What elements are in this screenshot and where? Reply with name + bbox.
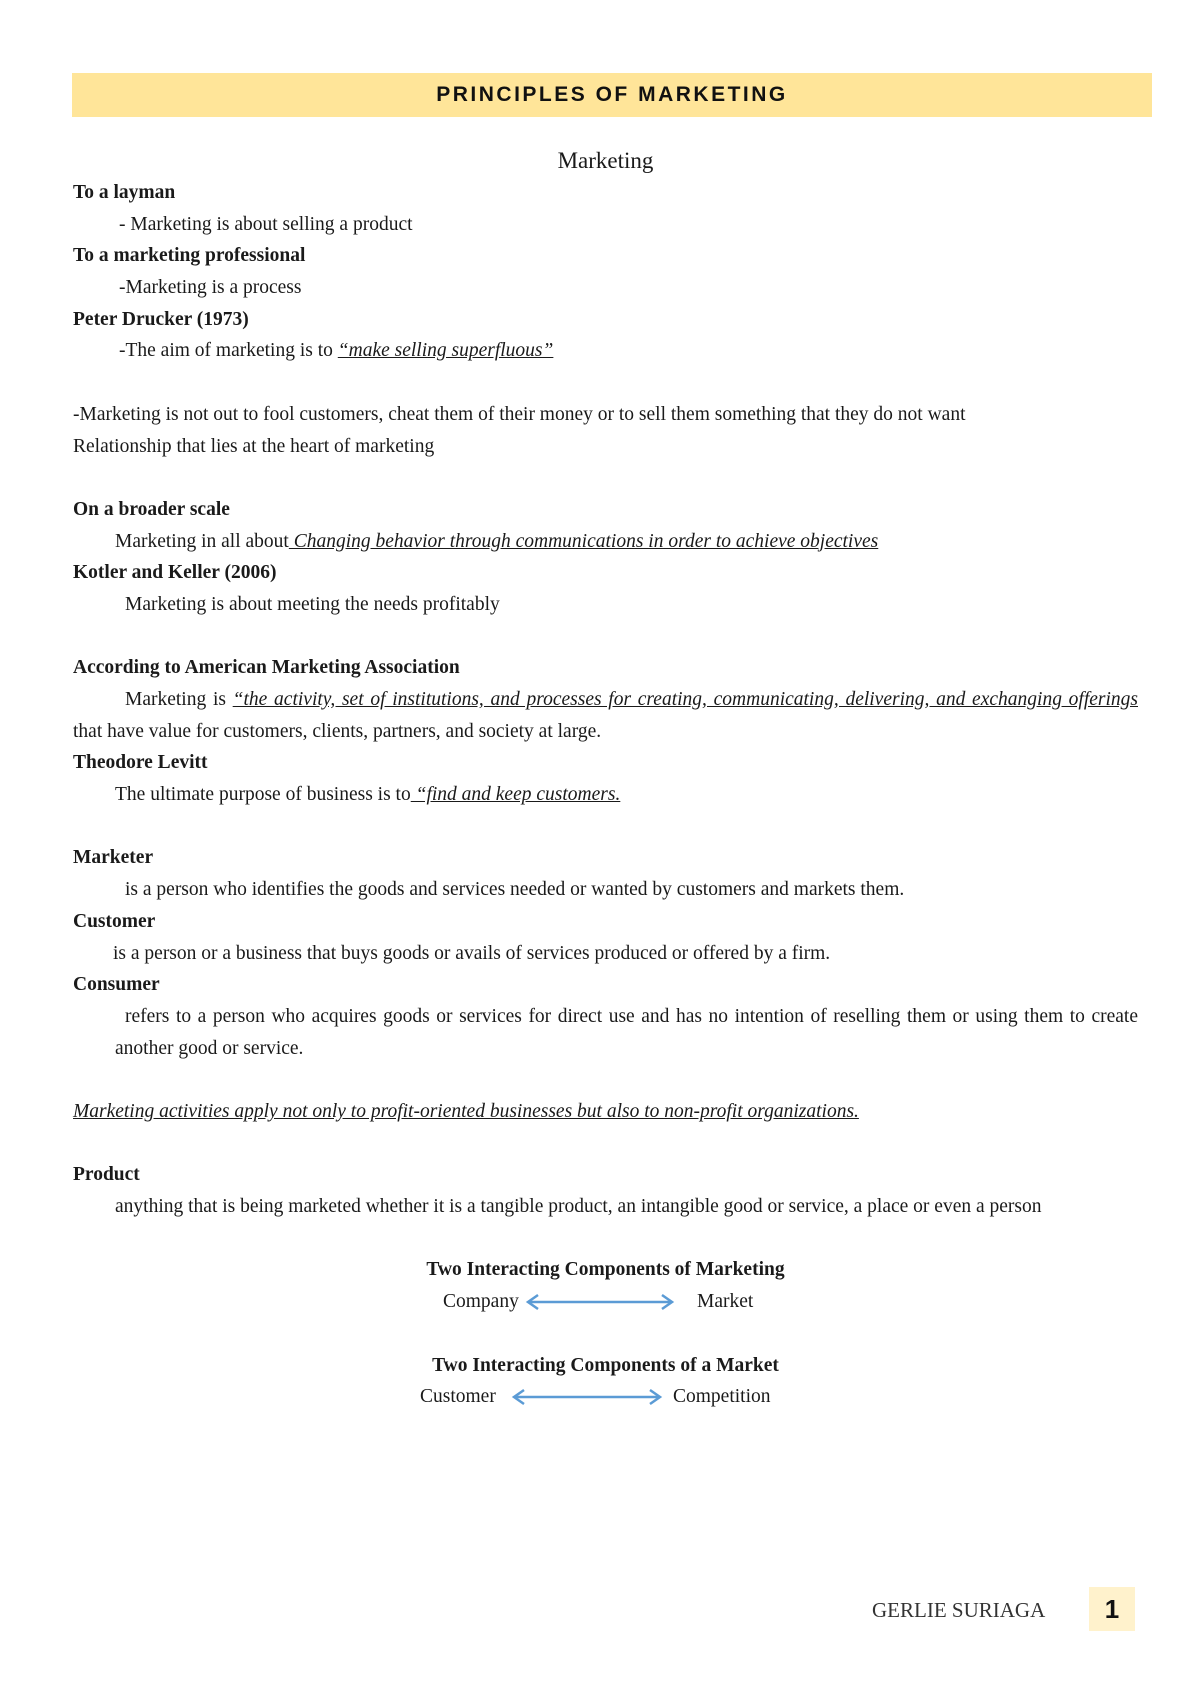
ama-heading: According to American Marketing Association bbox=[73, 657, 460, 679]
drucker-quote: “make selling superfluous” bbox=[337, 340, 554, 362]
components-market-diagram bbox=[73, 1381, 1138, 1413]
kotler-text: Marketing is about meeting the needs profitably bbox=[125, 593, 500, 615]
marketer-text: is a person who identifies the goods and services needed or wanted by customers and markets them. bbox=[125, 879, 905, 901]
spacer bbox=[73, 621, 1138, 653]
levitt-quote: “find and keep customers. bbox=[410, 784, 621, 806]
levitt-heading: Theodore Levitt bbox=[73, 752, 208, 774]
spacer bbox=[73, 462, 1138, 494]
company-label: Company bbox=[443, 1291, 519, 1313]
not-fool-line-2: Relationship that lies at the heart of marketing bbox=[73, 435, 435, 457]
spacer bbox=[73, 1223, 1138, 1255]
broader-emphasis: Changing behavior through communications in order to achieve objectives bbox=[288, 530, 879, 552]
broader-text-lead: Marketing in all about bbox=[115, 530, 289, 552]
professional-heading: To a marketing professional bbox=[73, 245, 306, 267]
market-label: Market bbox=[697, 1291, 754, 1313]
ama-text-tail: that have value for customers, clients, partners, and society at large. bbox=[73, 720, 602, 742]
spacer bbox=[73, 1318, 1138, 1350]
customer-heading: Customer bbox=[73, 910, 156, 932]
marketer-heading: Marketer bbox=[73, 847, 154, 869]
spacer bbox=[73, 1064, 1138, 1096]
components-market-heading: Two Interacting Components of a Market bbox=[432, 1354, 779, 1376]
kotler-heading: Kotler and Keller (2006) bbox=[73, 562, 277, 584]
broader-heading: On a broader scale bbox=[73, 498, 230, 520]
consumer-heading: Consumer bbox=[73, 974, 160, 996]
footer-author: GERLIE SURIAGA bbox=[872, 1598, 1046, 1622]
layman-heading: To a layman bbox=[73, 182, 176, 203]
components-marketing-diagram bbox=[73, 1286, 1138, 1318]
header-band bbox=[72, 73, 1152, 117]
page-header-title: PRINCIPLES OF MARKETING bbox=[436, 83, 788, 106]
nonprofit-note: Marketing activities apply not only to profit-oriented businesses but also to non-profit organizations. bbox=[73, 1101, 859, 1122]
ama-text bbox=[73, 684, 1138, 747]
spacer bbox=[73, 811, 1138, 843]
document-title: Marketing bbox=[557, 148, 654, 173]
drucker-text-lead: -The aim of marketing is to bbox=[119, 340, 338, 362]
levitt-text bbox=[73, 779, 1138, 811]
double-arrow-icon bbox=[511, 1387, 663, 1407]
drucker-heading: Peter Drucker (1973) bbox=[73, 308, 249, 330]
layman-text: - Marketing is about selling a product bbox=[119, 213, 413, 235]
not-fool-line-1: -Marketing is not out to fool customers, cheat them of their money or to sell them something that they do not want bbox=[73, 403, 966, 425]
product-heading: Product bbox=[73, 1164, 140, 1186]
customer-text: is a person or a business that buys goods or avails of services produced or offered by a firm. bbox=[113, 942, 831, 964]
ama-quote: “the activity, set of institutions, and processes for creating, communicating, delivering, and exchanging offerings bbox=[232, 689, 1138, 710]
levitt-text-lead: The ultimate purpose of business is to bbox=[115, 784, 411, 806]
double-arrow-icon bbox=[525, 1292, 675, 1312]
spacer bbox=[73, 367, 1138, 399]
ama-text-lead: Marketing is bbox=[125, 689, 233, 710]
competition-label: Competition bbox=[673, 1386, 771, 1408]
broader-text bbox=[73, 526, 1138, 558]
document-body bbox=[73, 144, 1138, 1413]
product-text: anything that is being marketed whether it is a tangible product, an intangible good or service, a place or even a person bbox=[115, 1196, 1042, 1218]
spacer bbox=[73, 1128, 1138, 1160]
page-number: 1 bbox=[1089, 1587, 1135, 1631]
drucker-text bbox=[73, 335, 1138, 367]
professional-text: -Marketing is a process bbox=[119, 277, 302, 299]
components-marketing-heading: Two Interacting Components of Marketing bbox=[426, 1259, 785, 1281]
customer-label: Customer bbox=[420, 1386, 496, 1408]
consumer-text: refers to a person who acquires goods or services for direct use and has no intention of reselling them or using them to create another good or service. bbox=[115, 1005, 1138, 1059]
